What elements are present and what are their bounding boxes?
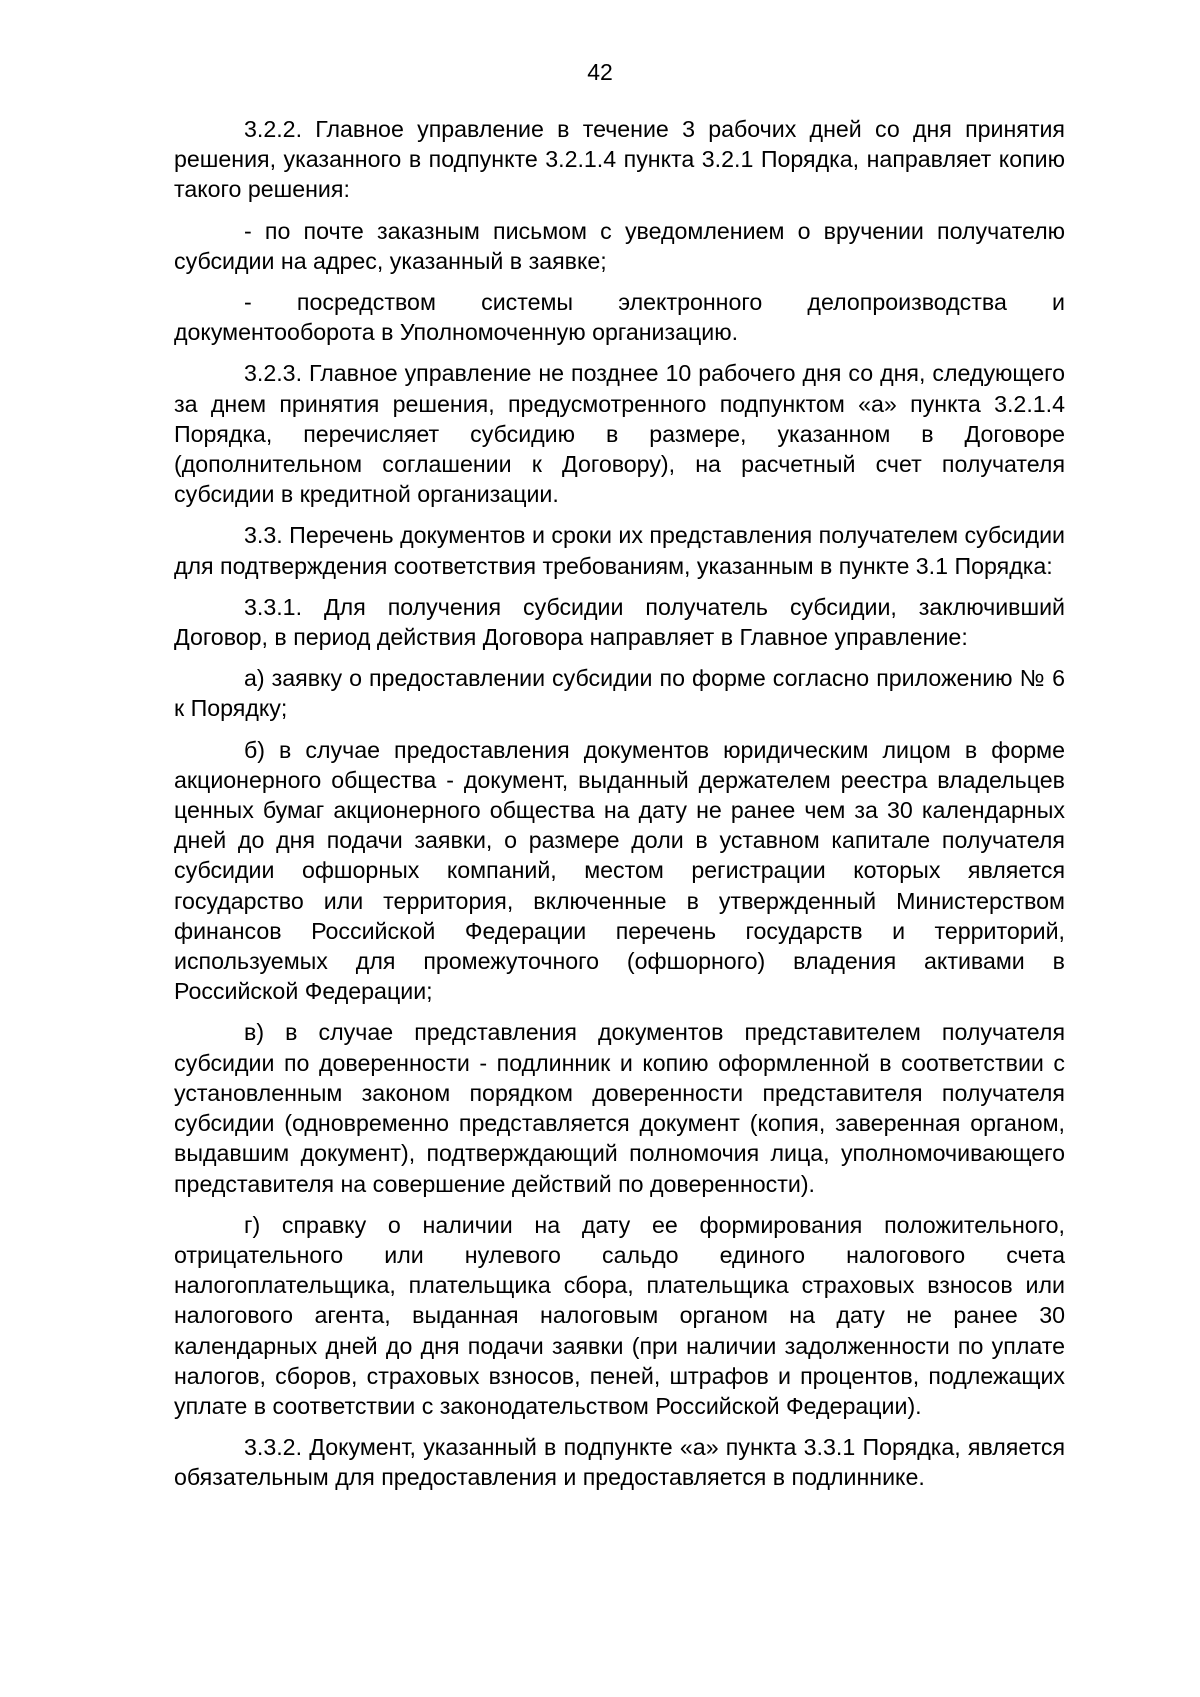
paragraph-3-3-2: 3.3.2. Документ, указанный в подпункте «а» пункта 3.3.1 Порядка, является обязательным для предоставления и предоставляется в подлиннике.: [174, 1434, 1065, 1491]
list-item-b: б) в случае предоставления документов юридическим лицом в форме акционерного общества - документ, выданный держателем реестра владельцев ценных бумаг акционерного общества на дату не ранее чем за 30 календарных дней до дня подачи заявки, о размере доли в уставном капитале получателя субсидии офшорных компаний, местом регистрации которых является государство или территория, включенные в утвержденный Министерством финансов Российской Федерации перечень государств и территорий, используемых для промежуточного (офшорного) владения активами в Российской Федерации;: [174, 736, 1065, 1005]
list-item-a: а) заявку о предоставлении субсидии по форме согласно приложению № 6 к Порядку;: [174, 665, 1065, 722]
document-body: [174, 114, 1065, 1504]
paragraph-3-3-1: 3.3.1. Для получения субсидии получатель субсидии, заключивший Договор, в период действия Договора направляет в Главное управление:: [174, 593, 1065, 651]
paragraph-3-3: 3.3. Перечень документов и сроки их представления получателем субсидии для подтверждения соответствия требованиям, указанным в пункте 3.1 Порядка:: [174, 522, 1065, 579]
list-item-mail: - по почте заказным письмом с уведомлением о вручении получателю субсидии на адрес, указанный в заявке;: [174, 217, 1065, 274]
list-item-g: г) справку о наличии на дату ее формирования положительного, отрицательного или нулевого сальдо единого налогового счета налогоплательщика, плательщика сбора, плательщика страховых взносов или налогового агента, выданная налоговым органом на дату не ранее 30 календарных дней до дня подачи заявки (при наличии задолженности по уплате налогов, сборов, страховых взносов, пеней, штрафов и процентов, подлежащих уплате в соответствии с законодательством Российской Федерации).: [174, 1211, 1065, 1419]
paragraph-3-2-3: 3.2.3. Главное управление не позднее 10 рабочего дня со дня, следующего за днем принятия решения, предусмотренного подпунктом «а» пункта 3.2.1.4 Порядка, перечисляет субсидию в размере, указанном в Договоре (дополнительном соглашении к Договору), на расчетный счет получателя субсидии в кредитной организации.: [174, 360, 1065, 508]
list-item-v: в) в случае представления документов представителем получателя субсидии по доверенности - подлинник и копию оформленной в соответствии с установленным законом порядком доверенности представителя получателя субсидии (одновременно представляется документ (копия, заверенная органом, выдавшим документ), подтверждающий полномочия лица, уполномочивающего представителя на совершение действий по доверенности).: [174, 1019, 1065, 1197]
list-item-edms: - посредством системы электронного делопроизводства и документооборота в Уполномоченную организацию.: [174, 289, 1065, 346]
paragraph-3-2-2: 3.2.2. Главное управление в течение 3 рабочих дней со дня принятия решения, указанного в подпункте 3.2.1.4 пункта 3.2.1 Порядка, направляет копию такого решения:: [174, 116, 1065, 203]
page-number: 42: [587, 59, 613, 85]
